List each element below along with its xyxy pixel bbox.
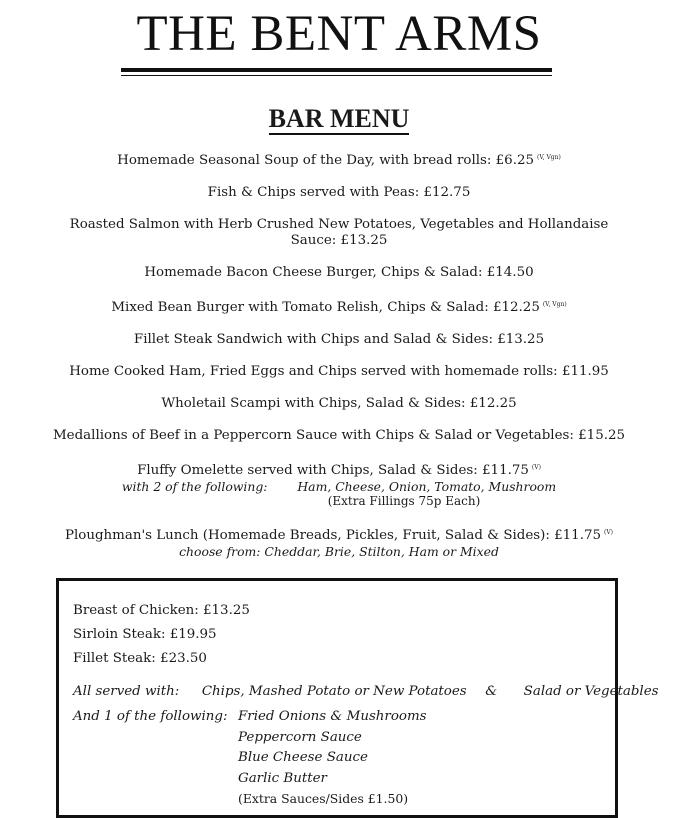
menu-item-text: Fluffy Omelette served with Chips, Salad & Sides: £11.75	[137, 463, 529, 478]
section-title	[0, 103, 678, 135]
option-item: Garlic Butter	[238, 770, 327, 786]
grill-item-fillet: Fillet Steak: £23.50	[73, 651, 207, 666]
menu-item-text: Mixed Bean Burger with Tomato Relish, Chips & Salad: £12.25	[111, 300, 540, 315]
diet-tag: (V)	[531, 464, 541, 471]
title-rule-thin	[121, 75, 552, 76]
menu-item-text: Medallions of Beef in a Peppercorn Sauce with Chips & Salad or Vegetables: £15.25	[52, 428, 626, 443]
title-rule-thick	[121, 68, 552, 72]
menu-item-soup	[40, 150, 638, 169]
menu-item-steak-sandwich	[40, 332, 638, 348]
diet-tag: (V)	[604, 529, 614, 536]
options-label: And 1 of the following:	[73, 709, 228, 724]
menu-item-bean-burger	[40, 297, 638, 316]
section-title-text: BAR MENU	[268, 104, 410, 133]
diet-tag: (V, Vgn)	[537, 154, 561, 161]
option-item: Fried Onions & Mushrooms	[238, 709, 427, 724]
served-sides: Chips, Mashed Potato or New Potatoes	[201, 684, 467, 699]
menu-item-omelette	[40, 460, 638, 509]
grill-item-chicken: Breast of Chicken: £13.25	[73, 603, 250, 618]
menu-item-text: Homemade Bacon Cheese Burger, Chips & Salad: £14.50	[144, 265, 534, 280]
omelette-with-label: with 2 of the following:	[121, 479, 268, 494]
menu-item-fish	[40, 185, 638, 201]
omelette-extra: (Extra Fillings 75p Each)	[327, 494, 481, 508]
grill-item-sirloin: Sirloin Steak: £19.95	[73, 627, 217, 642]
option-item: Peppercorn Sauce	[238, 729, 362, 745]
menu-item-ploughmans	[40, 525, 638, 559]
menu-item-text: Home Cooked Ham, Fried Eggs and Chips served with homemade rolls: £11.95	[69, 364, 609, 379]
menu-list	[40, 150, 638, 575]
menu-item-text-line2: Sauce: £13.25	[290, 233, 388, 248]
menu-item-text: Fillet Steak Sandwich with Chips and Salad & Sides: £13.25	[133, 332, 545, 347]
served-label: All served with:	[73, 684, 180, 699]
page-title: THE BENT ARMS	[136, 6, 542, 62]
options-extra: (Extra Sauces/Sides £1.50)	[238, 791, 409, 806]
menu-item-scampi	[40, 396, 638, 412]
menu-item-text: Homemade Seasonal Soup of the Day, with bread rolls: £6.25	[117, 153, 534, 168]
menu-item-burger	[40, 265, 638, 281]
diet-tag: (V, Vgn)	[542, 301, 567, 308]
options-list	[238, 707, 427, 810]
omelette-fillings-list: Ham, Cheese, Onion, Tomato, Mushroom	[297, 479, 557, 494]
option-item: Blue Cheese Sauce	[238, 750, 368, 765]
grill-served-with	[73, 680, 659, 704]
served-amp: &	[485, 684, 498, 699]
menu-item-ham	[40, 364, 638, 380]
served-alt: Salad or Vegetables	[523, 684, 659, 699]
grill-items	[73, 599, 605, 671]
menu-item-medallions	[40, 428, 638, 444]
menu-item-salmon	[40, 217, 638, 249]
menu-item-text-line1: Roasted Salmon with Herb Crushed New Potatoes, Vegetables and Hollandaise	[69, 217, 609, 232]
omelette-fillings	[40, 479, 638, 494]
menu-item-text: Ploughman's Lunch (Homemade Breads, Pickles, Fruit, Salad & Sides): £11.75	[64, 528, 601, 543]
grill-box	[56, 578, 659, 818]
menu-item-text: Fish & Chips served with Peas: £12.75	[207, 185, 471, 200]
menu-item-text: Wholetail Scampi with Chips, Salad & Sides: £12.25	[161, 396, 517, 411]
ploughmans-choose: choose from: Cheddar, Brie, Stilton, Ham or Mixed	[179, 544, 499, 559]
